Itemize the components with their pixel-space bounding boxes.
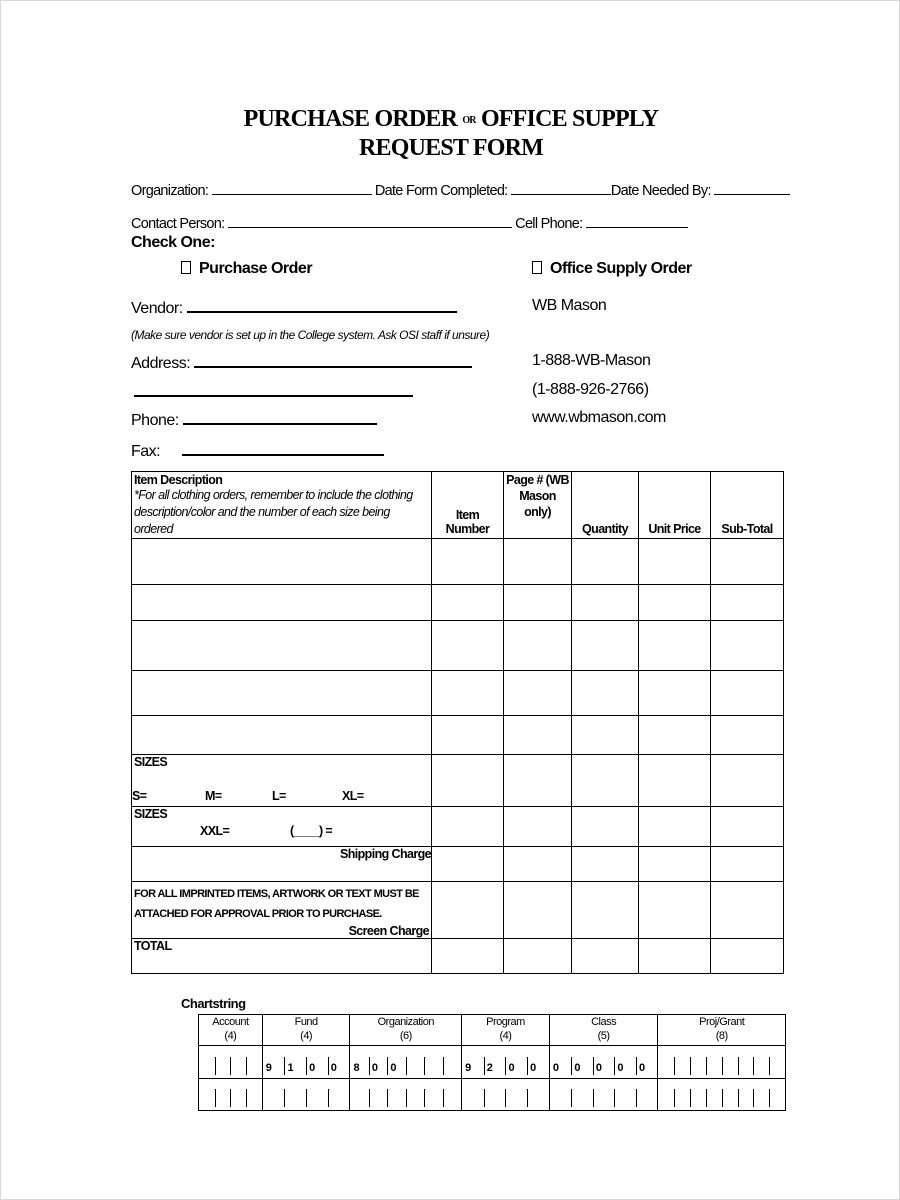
chartstring-digit-cell[interactable] [738, 1046, 754, 1078]
date-needed-field[interactable] [714, 182, 790, 195]
size-m: M= [205, 789, 222, 803]
chartstring-digit-cell[interactable] [328, 1046, 350, 1078]
chartstring-digit-cell[interactable] [636, 1046, 658, 1078]
chartstring-digit-cell[interactable] [199, 1046, 215, 1078]
chartstring-digit-cell[interactable] [424, 1079, 442, 1110]
vendor-row [131, 297, 457, 318]
chartstring-digit-cell[interactable] [706, 1079, 722, 1110]
chartstring-digit: 0 [595, 1062, 602, 1074]
chartstring-row [350, 1046, 461, 1079]
chartstring-digit-cell[interactable] [215, 1079, 231, 1110]
chartstring-row [199, 1046, 262, 1079]
chartstring-digit: 9 [265, 1062, 272, 1074]
cell-phone-field[interactable] [586, 215, 688, 228]
chartstring-digit-cell[interactable] [690, 1079, 706, 1110]
items-table [131, 471, 784, 974]
chartstring-digit-cell[interactable] [527, 1079, 549, 1110]
chartstring-digit-cell[interactable] [753, 1046, 769, 1078]
size-s: S= [132, 789, 147, 803]
chartstring-digit-cell[interactable] [406, 1079, 424, 1110]
address-row [131, 352, 472, 373]
screen-charge-label: Screen Charge [348, 924, 429, 938]
chartstring-digit-cell[interactable] [424, 1046, 442, 1078]
group-digit-count: (6) [399, 1030, 412, 1042]
chartstring-digit-cell[interactable] [199, 1079, 215, 1110]
date-completed-label: Date Form Completed: [374, 183, 508, 199]
chartstring-row [263, 1046, 350, 1079]
chartstring-digit-cell[interactable] [215, 1046, 231, 1078]
size-l: L= [272, 789, 286, 803]
item-description-title: Item Description [134, 473, 223, 487]
wbmason-phone-word: 1-888-WB-Mason [532, 352, 651, 369]
chartstring-digit-cell[interactable] [593, 1046, 615, 1078]
group-name: Class [591, 1016, 617, 1028]
group-digit-count: (4) [224, 1030, 237, 1042]
header-fields-row2 [131, 215, 688, 232]
sizes-label: SIZES [134, 755, 168, 769]
chartstring-digit-cell[interactable] [462, 1079, 484, 1110]
chartstring-digit: 2 [486, 1062, 493, 1074]
date-completed-field[interactable] [511, 182, 611, 195]
purchase-order-option[interactable] [181, 260, 312, 278]
table-row[interactable] [132, 621, 784, 671]
chartstring-digit-cell[interactable] [369, 1046, 387, 1078]
shipping-row[interactable] [132, 847, 784, 882]
header-fields-row1 [131, 182, 790, 199]
vendor-field[interactable] [187, 297, 457, 313]
chartstring-row [462, 1046, 549, 1079]
chartstring-digit: 0 [371, 1062, 379, 1074]
fax-label: Fax: [131, 443, 161, 460]
wbmason-phone-number: (1-888-926-2766) [532, 381, 649, 398]
chartstring-digit-cell[interactable] [246, 1046, 262, 1078]
chartstring-group-header [550, 1015, 658, 1046]
chartstring-digit-cell[interactable] [484, 1079, 506, 1110]
sizes-cell-2[interactable] [132, 807, 432, 847]
group-name: Proj/Grant [699, 1016, 745, 1028]
organization-field[interactable] [212, 182, 372, 195]
phone-field[interactable] [183, 409, 377, 425]
title-text: PURCHASE ORDER [243, 106, 458, 132]
chartstring-digit: 0 [330, 1062, 337, 1074]
chartstring-group-header [199, 1015, 262, 1046]
chartstring-row [658, 1079, 785, 1110]
shipping-charge-label: Shipping Charge [132, 847, 432, 882]
wbmason-website[interactable]: www.wbmason.com [532, 409, 666, 426]
group-name: Program [486, 1016, 525, 1028]
screen-charge-row[interactable] [132, 882, 784, 939]
purchase-order-label: Purchase Order [199, 260, 313, 277]
chartstring-digit-cell[interactable] [722, 1046, 738, 1078]
chartstring-title: Chartstring [181, 996, 246, 1011]
chartstring-digit-cell[interactable] [230, 1046, 246, 1078]
chartstring-digit-cell[interactable] [350, 1046, 368, 1078]
chartstring-group-projgrant [658, 1015, 785, 1110]
check-one-label: Check One: [131, 234, 215, 251]
sizes-row-1[interactable] [132, 755, 784, 807]
chartstring-digit: 0 [638, 1062, 646, 1074]
item-number-header: Item Number [432, 472, 504, 539]
chartstring-digit-cell[interactable] [658, 1079, 674, 1110]
office-supply-label: Office Supply Order [550, 260, 692, 277]
address-field[interactable] [194, 352, 472, 368]
group-digit-count: (4) [300, 1030, 313, 1042]
chartstring-digit-cell[interactable] [263, 1046, 285, 1078]
phone-label: Phone: [131, 412, 179, 429]
item-description-note: *For all clothing orders, remember to include the clothing description/color and the number of each size being ordered [134, 488, 413, 536]
table-row[interactable] [132, 716, 784, 755]
chartstring-digit-cell[interactable] [550, 1046, 572, 1078]
checkbox-icon[interactable] [532, 261, 542, 274]
group-digit-count: (5) [597, 1030, 610, 1042]
contact-person-label: Contact Person: [131, 216, 225, 232]
group-digit-count: (8) [715, 1030, 728, 1042]
phone-row [131, 409, 377, 430]
chartstring-digit: 0 [617, 1062, 624, 1074]
chartstring-digit-cell[interactable] [722, 1079, 738, 1110]
chartstring-group-class [550, 1015, 659, 1110]
address-field-line2[interactable] [134, 383, 413, 397]
date-needed-label: Date Needed By: [610, 183, 711, 199]
chartstring-digit: 0 [552, 1062, 559, 1074]
chartstring-row [350, 1079, 461, 1110]
cell-phone-label: Cell Phone: [515, 216, 583, 232]
chartstring-digit-cell[interactable] [387, 1046, 405, 1078]
imprint-note: FOR ALL IMPRINTED ITEMS, ARTWORK OR TEXT MUST BE [134, 888, 419, 900]
chartstring-digit-cell[interactable] [769, 1079, 785, 1110]
chartstring-digit: 0 [530, 1062, 537, 1074]
chartstring-digit-cell[interactable] [674, 1046, 690, 1078]
sizes-cell-1[interactable] [132, 755, 432, 807]
chartstring-row [550, 1046, 658, 1079]
chartstring-row [263, 1079, 350, 1110]
chartstring-digit-cell[interactable] [706, 1046, 722, 1078]
checkbox-icon[interactable] [181, 261, 191, 274]
chartstring-group-account [199, 1015, 263, 1110]
chartstring-digit-cell[interactable] [263, 1079, 285, 1110]
chartstring-digit-cell[interactable] [505, 1079, 527, 1110]
chartstring-group-organization [350, 1015, 462, 1110]
chartstring-digit-cell[interactable] [284, 1079, 306, 1110]
chartstring-digit-cell[interactable] [246, 1079, 262, 1110]
imprint-note: ATTACHED FOR APPROVAL PRIOR TO PURCHASE. [134, 908, 382, 920]
chartstring-digit-cell[interactable] [593, 1079, 615, 1110]
size-other: (____) = [290, 824, 333, 838]
chartstring-digit-cell[interactable] [550, 1079, 572, 1110]
chartstring-digit-cell[interactable] [284, 1046, 306, 1078]
organization-label: Organization: [131, 183, 209, 199]
chartstring-digit-cell[interactable] [769, 1046, 785, 1078]
chartstring-digit-cell[interactable] [636, 1079, 658, 1110]
form-title-line1 [1, 106, 900, 133]
chartstring-table [198, 1014, 786, 1111]
title-or: OR [462, 115, 476, 126]
chartstring-digit-cell[interactable] [406, 1046, 424, 1078]
contact-person-field[interactable] [228, 215, 512, 228]
sizes-label: SIZES [134, 807, 168, 821]
chartstring-digit-cell[interactable] [462, 1046, 484, 1078]
chartstring-digit-cell[interactable] [753, 1079, 769, 1110]
chartstring-digit: 0 [574, 1062, 581, 1074]
chartstring-digit-cell[interactable] [230, 1079, 246, 1110]
chartstring-digit-cell[interactable] [443, 1046, 461, 1078]
chartstring-row [658, 1046, 785, 1079]
chartstring-digit-cell[interactable] [387, 1079, 405, 1110]
chartstring-digit-cell[interactable] [505, 1046, 527, 1078]
chartstring-digit-cell[interactable] [484, 1046, 506, 1078]
chartstring-digit: 0 [508, 1062, 515, 1074]
chartstring-digit-cell[interactable] [350, 1079, 368, 1110]
chartstring-digit-cell[interactable] [738, 1079, 754, 1110]
chartstring-digit-cell[interactable] [369, 1079, 387, 1110]
total-label: TOTAL [132, 939, 432, 974]
chartstring-digit-cell[interactable] [674, 1079, 690, 1110]
chartstring-digit-cell[interactable] [614, 1046, 636, 1078]
chartstring-digit-cell[interactable] [571, 1046, 593, 1078]
imprint-note-cell [132, 882, 432, 939]
chartstring-digit: 0 [390, 1062, 397, 1074]
subtotal-header: Sub-Total [711, 472, 784, 539]
chartstring-group-program [462, 1015, 550, 1110]
table-header-row [132, 472, 784, 539]
chartstring-digit: 1 [287, 1062, 294, 1074]
page-number-header: Page # (WB Mason only) [504, 472, 572, 539]
address-label: Address: [131, 355, 191, 372]
fax-field[interactable] [182, 440, 384, 456]
chartstring-digit-cell[interactable] [306, 1079, 328, 1110]
office-supply-option[interactable] [532, 260, 692, 278]
vendor-label: Vendor: [131, 300, 183, 317]
table-row[interactable] [132, 539, 784, 585]
form-title-line2: REQUEST FORM [359, 135, 543, 161]
title-text: OFFICE SUPPLY [480, 106, 659, 132]
item-description-header [132, 472, 432, 539]
chartstring-group-header [658, 1015, 785, 1046]
chartstring-digit-cell[interactable] [690, 1046, 706, 1078]
chartstring-row [462, 1079, 549, 1110]
chartstring-digit: 0 [309, 1062, 316, 1074]
chartstring-group-fund [263, 1015, 351, 1110]
total-row[interactable] [132, 939, 784, 974]
chartstring-group-header [350, 1015, 461, 1046]
wbmason-name: WB Mason [532, 297, 607, 314]
group-name: Account [212, 1016, 249, 1028]
size-xl: XL= [342, 789, 364, 803]
chartstring-digit-cell[interactable] [328, 1079, 350, 1110]
unit-price-header: Unit Price [639, 472, 711, 539]
chartstring-row [199, 1079, 262, 1110]
chartstring-group-header [263, 1015, 350, 1046]
chartstring-digit-cell[interactable] [571, 1079, 593, 1110]
size-xxl: XXL= [200, 824, 230, 838]
fax-row [131, 440, 384, 461]
chartstring-digit-cell[interactable] [527, 1046, 549, 1078]
chartstring-digit-cell[interactable] [658, 1046, 674, 1078]
group-digit-count: (4) [499, 1030, 512, 1042]
group-name: Fund [294, 1016, 318, 1028]
table-row[interactable] [132, 585, 784, 621]
group-name: Organization [377, 1016, 434, 1028]
vendor-note: (Make sure vendor is set up in the College system. Ask OSI staff if unsure) [131, 328, 490, 342]
chartstring-digit-cell[interactable] [306, 1046, 328, 1078]
chartstring-row [550, 1079, 658, 1110]
chartstring-digit: 9 [465, 1062, 472, 1074]
chartstring-digit-cell[interactable] [443, 1079, 461, 1110]
chartstring-digit-cell[interactable] [614, 1079, 636, 1110]
chartstring-digit: 8 [353, 1062, 360, 1074]
table-row[interactable] [132, 671, 784, 716]
sizes-row-2[interactable] [132, 807, 784, 847]
chartstring-group-header [462, 1015, 549, 1046]
quantity-header: Quantity [572, 472, 639, 539]
